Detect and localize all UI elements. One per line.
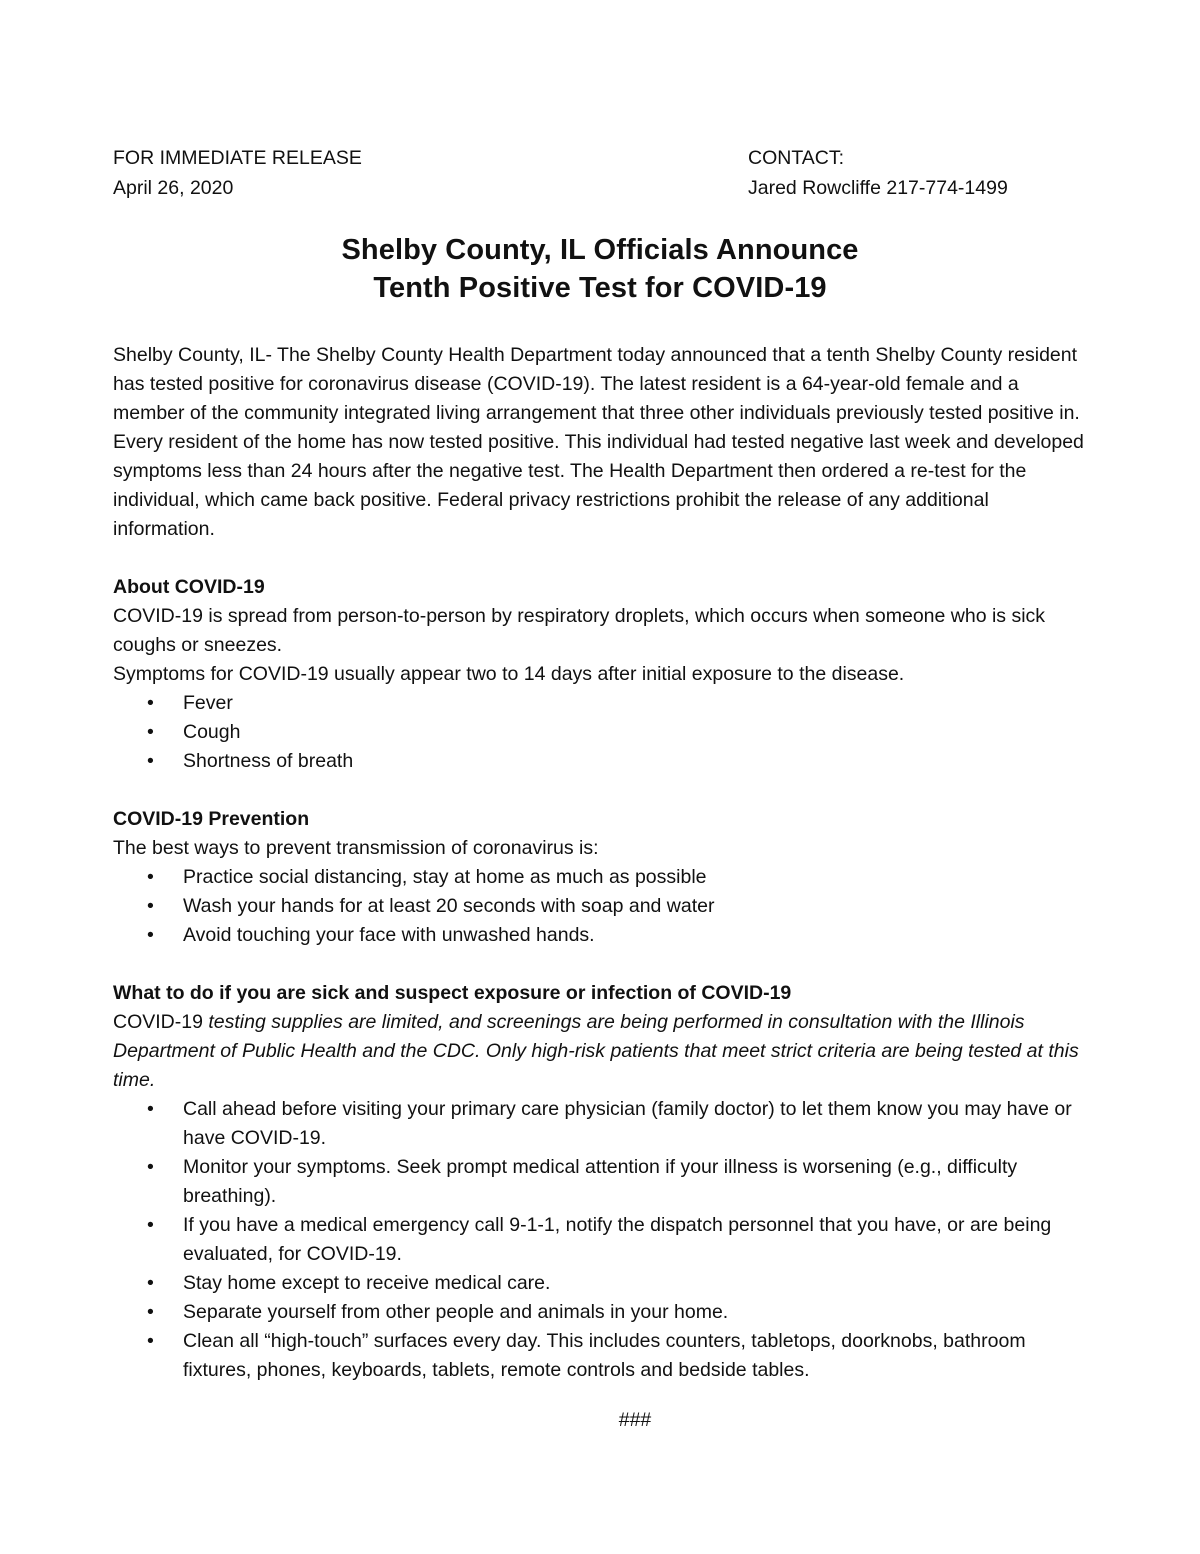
release-date: April 26, 2020	[113, 177, 234, 199]
release-info	[113, 143, 362, 203]
about-text: COVID-19 is spread from person-to-person by respiratory droplets, which occurs when someone who is sick coughs or sneezes.	[113, 605, 1046, 656]
sick-text	[113, 1008, 1088, 1095]
list-item: • Separate yourself from other people and animals in your home.	[113, 1298, 1088, 1327]
list-item: • Call ahead before visiting your primary care physician (family doctor) to let them know you may have or have COVID-19.	[113, 1095, 1088, 1153]
list-item: • Monitor your symptoms. Seek prompt medical attention if your illness is worsening (e.g., difficulty breathing).	[113, 1153, 1088, 1211]
list-item: • Avoid touching your face with unwashed hands.	[113, 921, 1088, 950]
list-item: • Practice social distancing, stay at home as much as possible	[113, 863, 1088, 892]
sick-text-plain: COVID-19	[113, 1011, 209, 1033]
symptoms-list	[113, 689, 1088, 776]
contact-info	[748, 143, 1008, 203]
contact-person: Jared Rowcliffe 217-774-1499	[748, 177, 1008, 199]
list-item: • Stay home except to receive medical care.	[113, 1269, 1088, 1298]
list-item: • Cough	[113, 718, 1088, 747]
release-label: FOR IMMEDIATE RELEASE	[113, 147, 362, 169]
title-line-1: Shelby County, IL Officials Announce	[341, 234, 859, 266]
intro-paragraph: Shelby County, IL- The Shelby County Health Department today announced that a tenth Shelby County resident has tested positive for coronavirus disease (COVID-19). The latest resident is a 64-year-old female and a member of the community integrated living arrangement that three other individuals previously tested positive in. Every resident of the home has now tested positive. This individual had tested negative last week and developed symptoms less than 24 hours after the negative test. The Health Department then ordered a re-test for the individual, which came back positive. Federal privacy restrictions prohibit the release of any additional information.	[113, 344, 1084, 540]
list-item: • Clean all “high-touch” surfaces every day. This includes counters, tabletops, doorknobs, bathroom fixtures, phones, keyboards, tablets, remote controls and bedside tables.	[113, 1327, 1088, 1385]
contact-label: CONTACT:	[748, 147, 845, 169]
about-heading: About COVID-19	[113, 576, 265, 598]
page-title	[0, 231, 1200, 307]
prevention-text: The best ways to prevent transmission of coronavirus is:	[113, 837, 599, 859]
end-mark: ###	[618, 1409, 652, 1431]
symptoms-text: Symptoms for COVID-19 usually appear two to 14 days after initial exposure to the disease.	[113, 663, 905, 685]
title-line-2: Tenth Positive Test for COVID-19	[373, 272, 827, 304]
list-item: • Fever	[113, 689, 1088, 718]
list-item: • If you have a medical emergency call 9-1-1, notify the dispatch personnel that you have, or are being evaluated, for COVID-19.	[113, 1211, 1088, 1269]
list-item: • Shortness of breath	[113, 747, 1088, 776]
sick-list	[113, 1095, 1088, 1385]
release-body	[113, 341, 1088, 1385]
sick-heading: What to do if you are sick and suspect exposure or infection of COVID-19	[113, 982, 792, 1004]
prevention-heading: COVID-19 Prevention	[113, 808, 310, 830]
prevention-list	[113, 863, 1088, 950]
sick-text-italic: testing supplies are limited, and screenings are being performed in consultation with the Illinois Department of Public Health and the CDC. Only high-risk patients that meet strict criteria are being tested at this time.	[113, 1011, 1079, 1091]
list-item: • Wash your hands for at least 20 seconds with soap and water	[113, 892, 1088, 921]
